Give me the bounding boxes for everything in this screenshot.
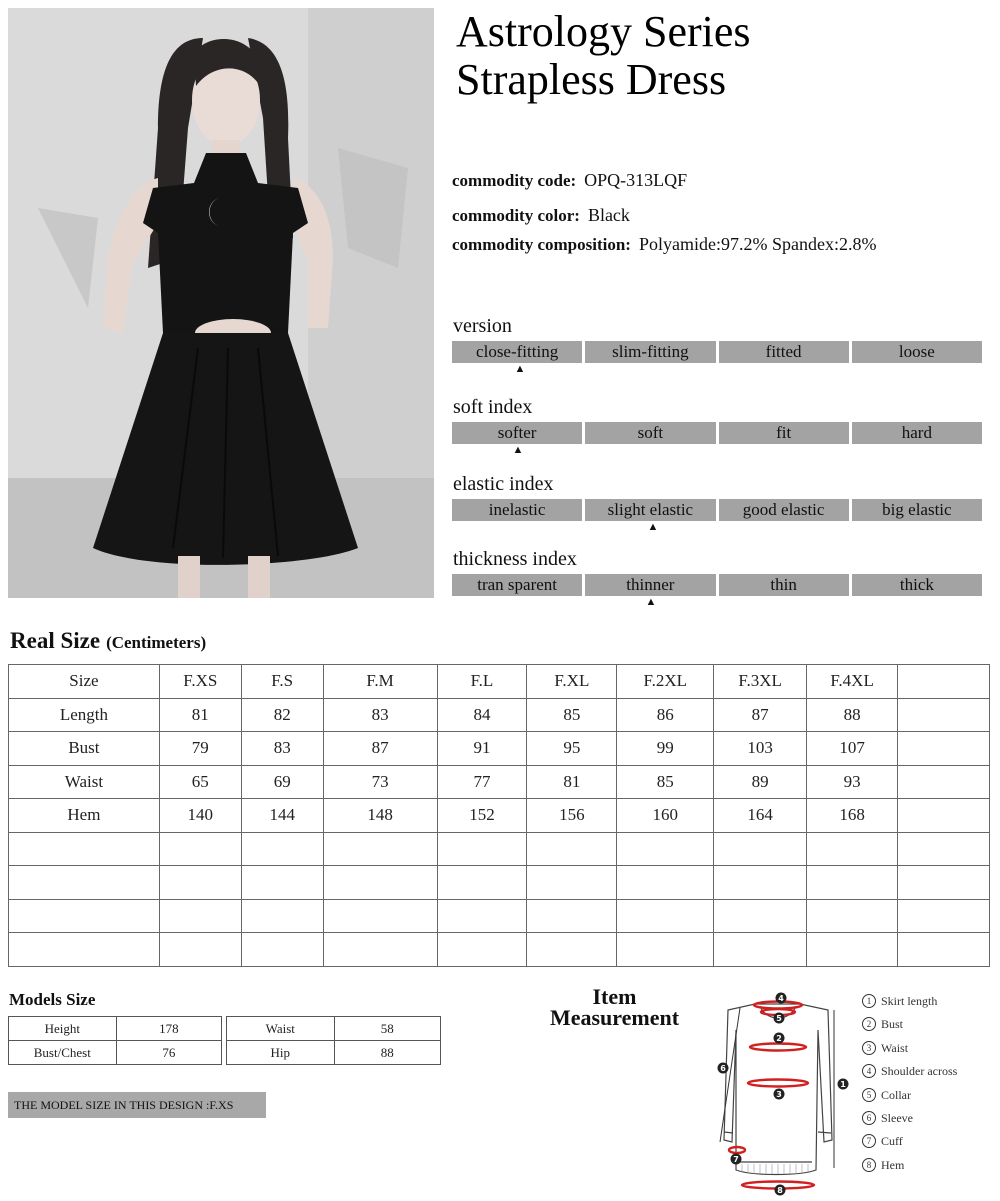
table-cell: 73 (323, 765, 437, 799)
table-cell: 99 (617, 732, 714, 766)
table-cell (527, 866, 617, 900)
table-cell (898, 799, 990, 833)
thickness-index-option: thinner (585, 574, 715, 596)
model-in-dress-illustration (8, 8, 434, 598)
real-size-heading: Real Size (10, 628, 101, 653)
soft-index-option: softer (452, 422, 582, 444)
table-row (9, 899, 990, 933)
table-cell (617, 933, 714, 967)
legend-number-icon: 2 (862, 1017, 876, 1031)
table-cell (323, 866, 437, 900)
table-cell (437, 866, 527, 900)
legend-item (862, 1088, 957, 1111)
table-row (227, 1041, 441, 1065)
table-cell (159, 866, 241, 900)
soft-index-selected-marker-icon: ▲ (512, 444, 524, 456)
legend-label: Bust (881, 1017, 904, 1032)
model-size-note: THE MODEL SIZE IN THIS DESIGN :F.XS (8, 1092, 266, 1118)
table-cell: 81 (159, 698, 241, 732)
row-label: Bust (9, 732, 160, 766)
measure-value: 76 (116, 1041, 221, 1065)
table-cell: 77 (437, 765, 527, 799)
table-cell (437, 832, 527, 866)
table-cell (241, 933, 323, 967)
table-cell (898, 933, 990, 967)
header-cell (898, 665, 990, 699)
row-label: Length (9, 698, 160, 732)
table-cell (9, 899, 160, 933)
models-size-title: Models Size (9, 990, 96, 1009)
table-cell: 144 (241, 799, 323, 833)
real-size-title (10, 628, 206, 654)
table-cell (714, 866, 807, 900)
header-cell: Size (9, 665, 160, 699)
header-cell: F.XS (159, 665, 241, 699)
table-cell (898, 732, 990, 766)
product-title-line-1: Astrology Series (456, 7, 751, 56)
soft-index-option: fit (719, 422, 849, 444)
thickness-index-option: thick (852, 574, 982, 596)
table-cell (9, 866, 160, 900)
legend-item (862, 1041, 957, 1064)
table-cell (898, 765, 990, 799)
legend-item (862, 1017, 957, 1040)
table-cell (527, 899, 617, 933)
version-title: version (453, 315, 512, 337)
real-size-unit: (Centimeters) (106, 633, 207, 652)
row-label: Hem (9, 799, 160, 833)
table-cell: 88 (807, 698, 898, 732)
version-option: slim-fitting (585, 341, 715, 363)
table-cell (898, 899, 990, 933)
spec-commodity-code (452, 170, 687, 191)
header-cell: F.M (323, 665, 437, 699)
legend-item (862, 1111, 957, 1134)
thickness-index-title: thickness index (453, 548, 577, 570)
legend-number-icon: 3 (862, 1041, 876, 1055)
svg-text:8: 8 (777, 1186, 783, 1195)
table-cell (323, 933, 437, 967)
table-row (9, 799, 990, 833)
row-label: Waist (9, 765, 160, 799)
table-cell: 168 (807, 799, 898, 833)
table-row (9, 866, 990, 900)
item-measurement-title (532, 986, 697, 1028)
garment-measurement-diagram (700, 990, 858, 1196)
table-cell: 83 (323, 698, 437, 732)
svg-text:2: 2 (776, 1034, 782, 1043)
table-cell: 148 (323, 799, 437, 833)
table-cell (9, 933, 160, 967)
legend-label: Shoulder across (881, 1064, 958, 1079)
models-size-table-left (8, 1016, 222, 1065)
version-option: fitted (719, 341, 849, 363)
table-cell (241, 832, 323, 866)
table-cell (807, 899, 898, 933)
soft-index-option: hard (852, 422, 982, 444)
table-cell: 91 (437, 732, 527, 766)
soft-index-scale (452, 422, 982, 444)
svg-text:4: 4 (778, 994, 784, 1003)
table-cell: 65 (159, 765, 241, 799)
table-cell: 164 (714, 799, 807, 833)
table-cell: 85 (527, 698, 617, 732)
spec-label: commodity color: (452, 206, 580, 225)
soft-index-title: soft index (453, 396, 533, 418)
spec-label: commodity code: (452, 171, 577, 190)
legend-number-icon: 6 (862, 1111, 876, 1125)
version-scale (452, 341, 982, 363)
legend-item (862, 1158, 957, 1181)
legend-label: Cuff (881, 1134, 903, 1149)
table-cell: 93 (807, 765, 898, 799)
table-cell (241, 866, 323, 900)
spec-commodity-composition (452, 234, 876, 255)
table-cell: 152 (437, 799, 527, 833)
version-option: loose (852, 341, 982, 363)
table-cell: 82 (241, 698, 323, 732)
table-cell (323, 899, 437, 933)
table-cell (898, 866, 990, 900)
measure-value: 88 (334, 1041, 440, 1065)
version-selected-marker-icon: ▲ (514, 363, 526, 375)
soft-index-option: soft (585, 422, 715, 444)
thickness-index-option: thin (719, 574, 849, 596)
measure-label: Bust/Chest (9, 1041, 117, 1065)
table-cell: 86 (617, 698, 714, 732)
header-cell: F.2XL (617, 665, 714, 699)
measurement-legend (862, 994, 957, 1181)
legend-label: Hem (881, 1157, 905, 1172)
measure-value: 58 (334, 1017, 440, 1041)
garment-sketch-icon (700, 990, 858, 1196)
elastic-index-option: inelastic (452, 499, 582, 521)
header-cell: F.3XL (714, 665, 807, 699)
measure-value: 178 (116, 1017, 221, 1041)
table-cell (898, 698, 990, 732)
table-row (9, 832, 990, 866)
table-cell (159, 933, 241, 967)
table-cell (714, 899, 807, 933)
measure-label: Hip (227, 1041, 335, 1065)
table-cell (898, 832, 990, 866)
thickness-index-selected-marker-icon: ▲ (645, 596, 657, 608)
table-cell (617, 899, 714, 933)
table-cell (323, 832, 437, 866)
table-cell (807, 832, 898, 866)
table-cell (527, 933, 617, 967)
legend-number-icon: 7 (862, 1134, 876, 1148)
table-cell (714, 832, 807, 866)
table-row (9, 933, 990, 967)
table-row (9, 698, 990, 732)
table-row (9, 1017, 222, 1041)
table-cell (617, 866, 714, 900)
product-title (456, 8, 751, 104)
table-cell: 85 (617, 765, 714, 799)
header-cell: F.XL (527, 665, 617, 699)
legend-number-icon: 1 (862, 994, 876, 1008)
size-table (8, 664, 990, 967)
table-cell: 140 (159, 799, 241, 833)
table-cell: 84 (437, 698, 527, 732)
legend-number-icon: 4 (862, 1064, 876, 1078)
table-cell: 81 (527, 765, 617, 799)
product-title-line-2: Strapless Dress (456, 55, 727, 104)
elastic-index-title: elastic index (453, 473, 554, 495)
table-cell (807, 933, 898, 967)
table-cell (807, 866, 898, 900)
table-cell (617, 832, 714, 866)
spec-label: commodity composition: (452, 235, 631, 254)
svg-text:7: 7 (733, 1155, 739, 1164)
table-row (9, 732, 990, 766)
product-photo (8, 8, 434, 598)
table-cell: 83 (241, 732, 323, 766)
thickness-index-scale (452, 574, 982, 596)
spec-value: Polyamide:97.2% Spandex:2.8% (638, 234, 877, 254)
table-cell (437, 899, 527, 933)
legend-item (862, 994, 957, 1017)
table-row (9, 1041, 222, 1065)
elastic-index-scale (452, 499, 982, 521)
elastic-index-option: good elastic (719, 499, 849, 521)
legend-label: Collar (881, 1087, 911, 1102)
legend-label: Sleeve (881, 1110, 913, 1125)
svg-text:1: 1 (840, 1080, 846, 1089)
header-cell: F.S (241, 665, 323, 699)
table-cell: 87 (714, 698, 807, 732)
svg-text:5: 5 (776, 1014, 782, 1023)
legend-item (862, 1064, 957, 1087)
elastic-index-selected-marker-icon: ▲ (647, 521, 659, 533)
legend-item (862, 1134, 957, 1157)
spec-value: Black (587, 205, 630, 225)
thickness-index-option: tran sparent (452, 574, 582, 596)
item-measurement-title-line-1: Item (592, 984, 637, 1009)
table-row (227, 1017, 441, 1041)
elastic-index-option: big elastic (852, 499, 982, 521)
elastic-index-option: slight elastic (585, 499, 715, 521)
table-cell: 95 (527, 732, 617, 766)
legend-label: Skirt length (881, 994, 938, 1008)
svg-text:3: 3 (776, 1090, 782, 1099)
version-option: close-fitting (452, 341, 582, 363)
table-cell: 79 (159, 732, 241, 766)
table-header-row (9, 665, 990, 699)
table-cell (9, 832, 160, 866)
legend-number-icon: 5 (862, 1088, 876, 1102)
table-row (9, 765, 990, 799)
table-cell: 103 (714, 732, 807, 766)
table-cell (527, 832, 617, 866)
table-cell: 89 (714, 765, 807, 799)
header-cell: F.L (437, 665, 527, 699)
table-cell: 156 (527, 799, 617, 833)
models-size-table-right (226, 1016, 441, 1065)
table-cell: 107 (807, 732, 898, 766)
legend-label: Waist (881, 1040, 909, 1055)
table-cell: 69 (241, 765, 323, 799)
legend-number-icon: 8 (862, 1158, 876, 1172)
table-cell (714, 933, 807, 967)
svg-text:6: 6 (720, 1064, 726, 1073)
table-cell (159, 899, 241, 933)
measure-label: Height (9, 1017, 117, 1041)
table-cell: 160 (617, 799, 714, 833)
table-cell (159, 832, 241, 866)
measure-label: Waist (227, 1017, 335, 1041)
spec-commodity-color (452, 205, 630, 226)
item-measurement-title-line-2: Measurement (549, 1005, 680, 1030)
table-cell (241, 899, 323, 933)
table-cell: 87 (323, 732, 437, 766)
table-cell (437, 933, 527, 967)
header-cell: F.4XL (807, 665, 898, 699)
spec-value: OPQ-313LQF (584, 170, 688, 190)
